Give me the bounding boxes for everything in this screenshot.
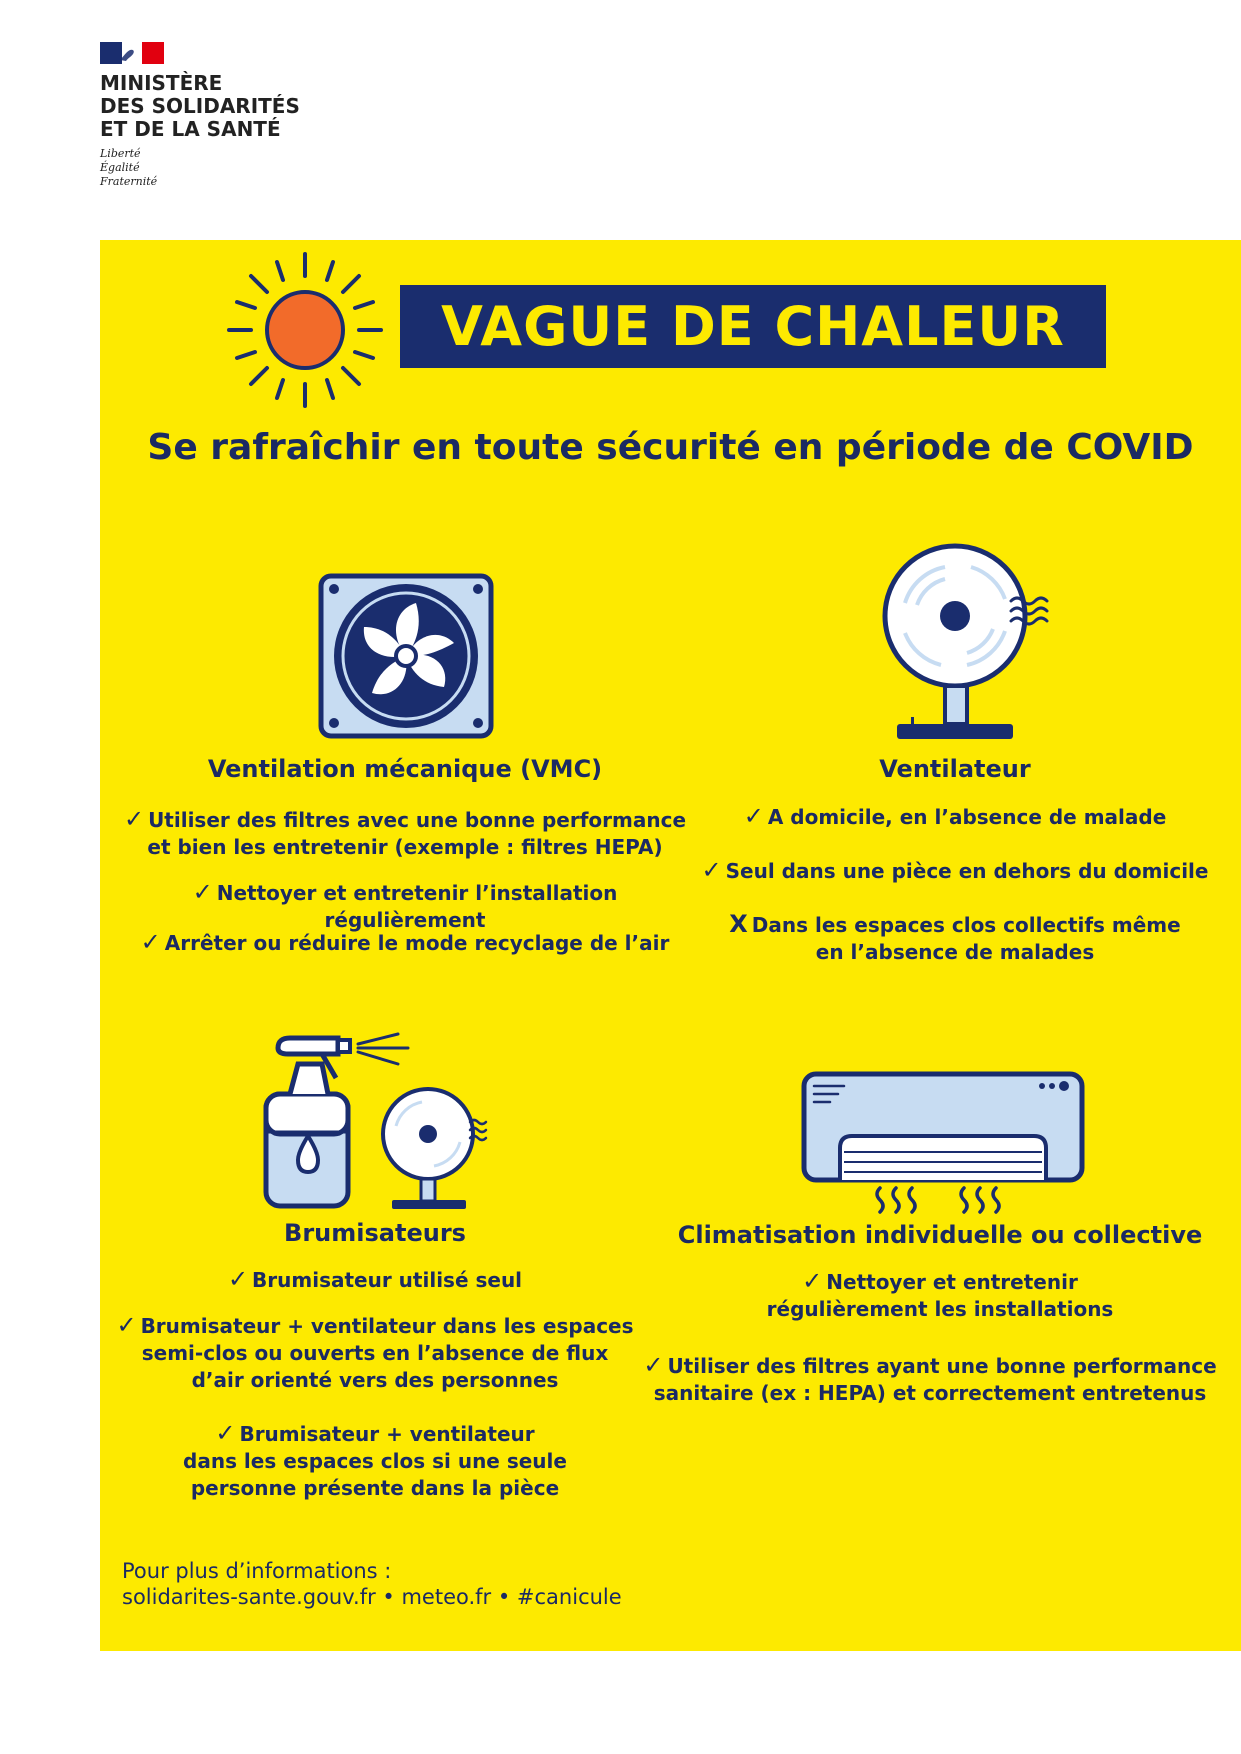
mister-icon xyxy=(258,1024,498,1210)
list-item: ✓ Brumisateur utilisé seul xyxy=(227,1265,523,1293)
check-icon: ✓ xyxy=(215,1419,236,1447)
list-item: ✓ Utiliser des filtres ayant une bonne performance sanitaire (ex : HEPA) et correctement entretenus xyxy=(643,1351,1217,1405)
motto: Liberté Égalité Fraternité xyxy=(100,147,158,188)
section-heading-vmc: Ventilation mécanique (VMC) xyxy=(207,755,603,783)
marianne-flag-icon xyxy=(100,42,164,64)
footer-info xyxy=(122,1558,622,1610)
list-item: ✓ A domicile, en l’absence de malade xyxy=(743,802,1167,830)
list-item: ✓ Brumisateur + ventilateur dans les espaces semi-clos ou ouverts en l’absence de flux d’air orienté vers des personnes xyxy=(116,1311,634,1392)
footer-links[interactable]: solidarites-sante.gouv.fr • meteo.fr • #canicule xyxy=(122,1585,622,1609)
check-icon: ✓ xyxy=(140,928,161,956)
check-icon: ✓ xyxy=(116,1311,137,1339)
page-subtitle: Se rafraîchir en toute sécurité en période de COVID xyxy=(147,427,1194,468)
section-heading-misters: Brumisateurs xyxy=(284,1219,466,1247)
section-heading-fan: Ventilateur xyxy=(879,755,1031,783)
air-conditioner-icon xyxy=(800,1070,1086,1216)
vmc-icon xyxy=(318,573,494,739)
sun-icon xyxy=(225,250,385,410)
check-icon: ✓ xyxy=(802,1267,823,1295)
check-icon: ✓ xyxy=(227,1265,249,1293)
list-item: X Dans les espaces clos collectifs même en l’absence de malades xyxy=(729,910,1181,964)
check-icon: ✓ xyxy=(743,802,764,830)
page-title: VAGUE DE CHALEUR xyxy=(400,285,1106,368)
fan-icon xyxy=(875,543,1065,743)
list-item: ✓ Seul dans une pièce en dehors du domicile xyxy=(701,856,1209,884)
check-icon: ✓ xyxy=(701,856,722,884)
ministry-logo xyxy=(100,42,340,189)
list-item: ✓ Arrêter ou réduire le mode recyclage de l’air xyxy=(140,928,670,956)
footer-label: Pour plus d’informations : xyxy=(122,1559,392,1583)
check-icon: ✓ xyxy=(643,1351,664,1379)
check-icon: ✓ xyxy=(192,878,213,906)
section-heading-air-conditioning: Climatisation individuelle ou collective xyxy=(677,1221,1203,1249)
cross-icon: X xyxy=(729,910,748,938)
list-item: ✓ Brumisateur + ventilateur dans les espaces clos si une seule personne présente dans la pièce xyxy=(183,1419,567,1500)
list-item: ✓ Nettoyer et entretenir régulièrement les installations xyxy=(766,1267,1114,1321)
list-item: ✓ Nettoyer et entretenir l’installation régulièrement xyxy=(192,878,618,932)
ministry-name: MINISTÈRE DES SOLIDARITÉS ET DE LA SANTÉ xyxy=(100,71,300,141)
check-icon: ✓ xyxy=(123,805,145,833)
list-item: ✓ Utiliser des filtres avec une bonne performance et bien les entretenir (exemple : filtres HEPA) xyxy=(123,805,687,859)
